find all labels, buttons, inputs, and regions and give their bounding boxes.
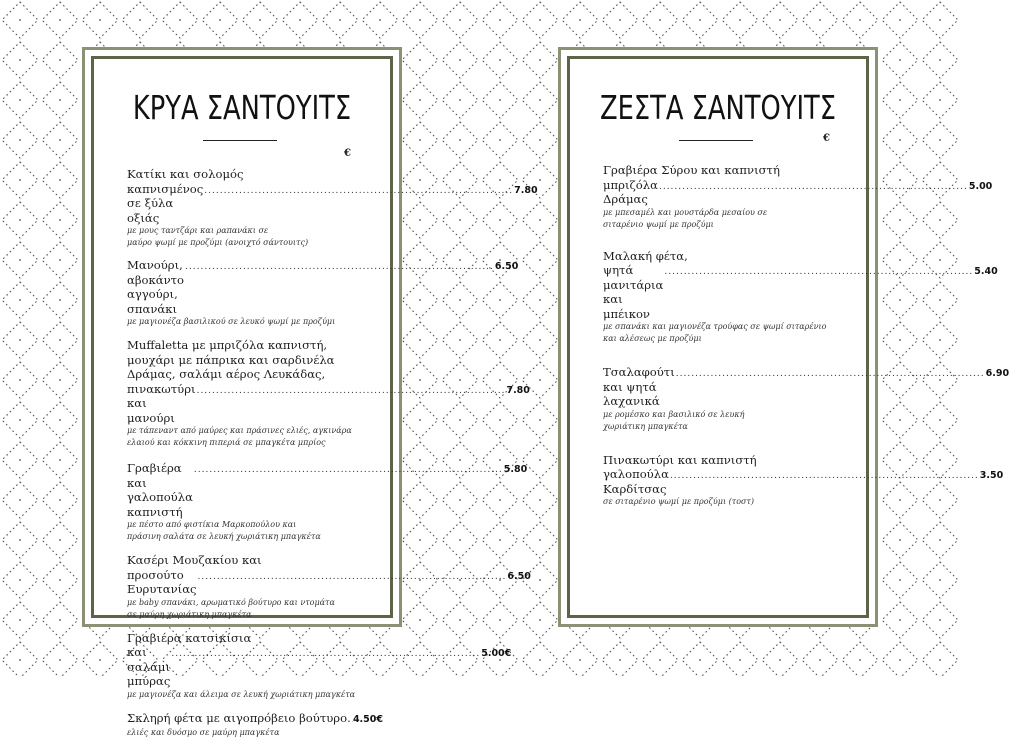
item-description: ελαιού και κόκκινη πιπεριά σε μπαγκέτα μπρίος: [127, 437, 383, 449]
item-name-line: Muffaletta με μπριζόλα καπνιστή,: [127, 338, 383, 353]
hot-sandwiches-panel: [558, 47, 878, 627]
item-description: με μαγιονέζα βασιλικού σε λευκό ψωμί με προζύμι: [127, 316, 383, 328]
item-name-price-row: [127, 182, 383, 226]
dot-leader: ................................................................................: [194, 463, 503, 478]
cold-title-divider: [203, 140, 277, 141]
item-description: με ρομέσκο και βασιλικό σε λευκή: [603, 409, 859, 421]
dot-leader: ................................................................................: [659, 180, 968, 195]
item-name-price-row: [127, 645, 383, 689]
hot-section-title: ΖΕΣΤΑ ΣΑΝΤΟΥΙΤΣ: [596, 88, 841, 127]
hot-items-list: [603, 163, 859, 508]
item-price: 5.40: [974, 265, 997, 280]
item-price: 4.50€: [353, 713, 383, 728]
dot-leader: ................................................................................: [204, 184, 513, 199]
dot-leader: ................................................................................: [197, 384, 506, 399]
item-name-line: Πινακωτύρι και καπνιστή: [603, 453, 859, 468]
item-price: 6.50: [495, 260, 518, 275]
item-description: σε σιταρένιο ψωμί με προζύμι (τοστ): [603, 496, 859, 508]
item-description: με σπανάκι και μαγιονέζα τρούφας σε ψωμί σιταρένιο: [603, 321, 859, 333]
cold-section-title: ΚΡΥΑ ΣΑΝΤΟΥΙΤΣ: [120, 88, 365, 127]
item-description: με μους ταντζάρι και ραπανάκι σε: [127, 225, 383, 237]
menu-item: [127, 338, 383, 449]
item-description: με baby σπανάκι, αρωματικό βούτυρο και ντομάτα: [127, 597, 383, 609]
item-name-price-row: [603, 365, 859, 409]
item-name-line: Γραβιέρα Σύρου και καπνιστή: [603, 163, 859, 178]
item-name-line: Μαλακή φέτα,: [603, 249, 859, 264]
item-name-price-row: [603, 263, 859, 321]
item-name-final-line: Μανούρι, αβοκάντο αγγούρι, σπανάκι: [127, 258, 184, 316]
item-description: με τάπεναντ από μαύρες και πράσινες ελιές, αγκινάρα: [127, 425, 383, 437]
item-name-final-line: γαλοπούλα Καρδίτσας: [603, 467, 669, 496]
menu-item: [603, 365, 859, 433]
item-description: μαύρο ψωμί με προζύμι (ανοιχτό σάντουιτς): [127, 237, 383, 249]
item-name-price-row: [127, 258, 383, 316]
hot-currency-label: €: [823, 133, 830, 144]
dot-leader: ................................................................................: [185, 260, 494, 275]
item-name-final-line: μπριζόλα Δράμας: [603, 178, 658, 207]
item-name-final-line: καπνισμένος σε ξύλα οξιάς: [127, 182, 203, 226]
item-description: πράσινη σαλάτα σε λευκή χωριάτικη μπαγκέτα: [127, 531, 383, 543]
item-description: και αλέσεως με προζύμι: [603, 333, 859, 345]
item-name-final-line: ψητά μανιτάρια και μπέικον: [603, 263, 663, 321]
item-price: 5.80: [504, 463, 527, 478]
item-price: 5.00: [969, 180, 992, 195]
item-name-final-line: Τσαλαφούτι και ψητά λαχανικά: [603, 365, 675, 409]
dot-leader: ................................................................................: [676, 367, 985, 382]
item-description: με μπεσαμέλ και μουστάρδα μεσαίου σε: [603, 207, 859, 219]
item-name-final-line: πινακωτύρι και μανούρι: [127, 382, 196, 426]
item-name-price-row: [127, 568, 383, 597]
item-name-line: Κασέρι Μουζακίου και: [127, 553, 383, 568]
item-price: 6.90: [986, 367, 1009, 382]
menu-item: [127, 461, 383, 543]
dot-leader: ................................................................................: [664, 265, 973, 280]
item-description: σιταρένιο ψωμί με προζύμι: [603, 219, 859, 231]
item-price: 5.00€: [481, 647, 511, 662]
cold-items-list: [127, 167, 383, 739]
menu-item: [127, 258, 383, 328]
item-name-line: μουχάρι με πάπρικα και σαρδινέλα: [127, 353, 383, 368]
item-name-price-row: [127, 382, 383, 426]
item-name-price-row: [603, 178, 859, 207]
cold-sandwiches-panel: [82, 47, 402, 627]
dot-leader: ................................................................................: [198, 570, 507, 585]
item-name-final-line: και σαλάμι μπύρας: [127, 645, 170, 689]
item-description: με πέστο από φιστίκια Μαρκοπούλου και: [127, 519, 383, 531]
hot-title-divider: [679, 140, 753, 141]
item-name-line: Κατίκι και σολομός: [127, 167, 383, 182]
item-price: 7.80: [514, 184, 537, 199]
menu-item: [127, 167, 383, 249]
item-price: 3.50: [980, 469, 1003, 484]
item-name-line: Γραβιέρα κατσικίσια: [127, 631, 383, 646]
menu-item: [603, 249, 859, 346]
item-price: 7.80: [506, 384, 529, 399]
item-price: 6.50: [507, 570, 530, 585]
item-description: χωριάτικη μπαγκέτα: [603, 421, 859, 433]
menu-item: [127, 631, 383, 701]
item-name-final-line: προσούτο Ευρυτανίας: [127, 568, 197, 597]
item-name-final-line: Γραβιέρα και γαλοπούλα καπνιστή: [127, 461, 193, 519]
dot-leader: ................................................................................: [171, 647, 480, 662]
menu-item: [603, 163, 859, 231]
menu-item: [127, 553, 383, 621]
item-name-price-row: [603, 467, 859, 496]
menu-item: [603, 453, 859, 509]
item-name-line: Δράμας, σαλάμι αέρος Λευκάδας,: [127, 367, 383, 382]
item-name-price-row: [127, 461, 383, 519]
item-description: σε μαύρη χωριάτικη μπαγκέτα: [127, 609, 383, 621]
item-name-price-row: [127, 711, 383, 728]
item-description: ελιές και δυόσμο σε μαύρη μπαγκέτα: [127, 727, 383, 739]
menu-item: [127, 711, 383, 739]
item-description: με μαγιονέζα και άλειμα σε λευκή χωριάτικη μπαγκέτα: [127, 689, 383, 701]
dot-leader: ................................................................................: [670, 469, 979, 484]
cold-currency-label: €: [344, 148, 351, 159]
item-name-final-line: Σκληρή φέτα με αιγοπρόβειο βούτυρο.: [127, 711, 351, 726]
